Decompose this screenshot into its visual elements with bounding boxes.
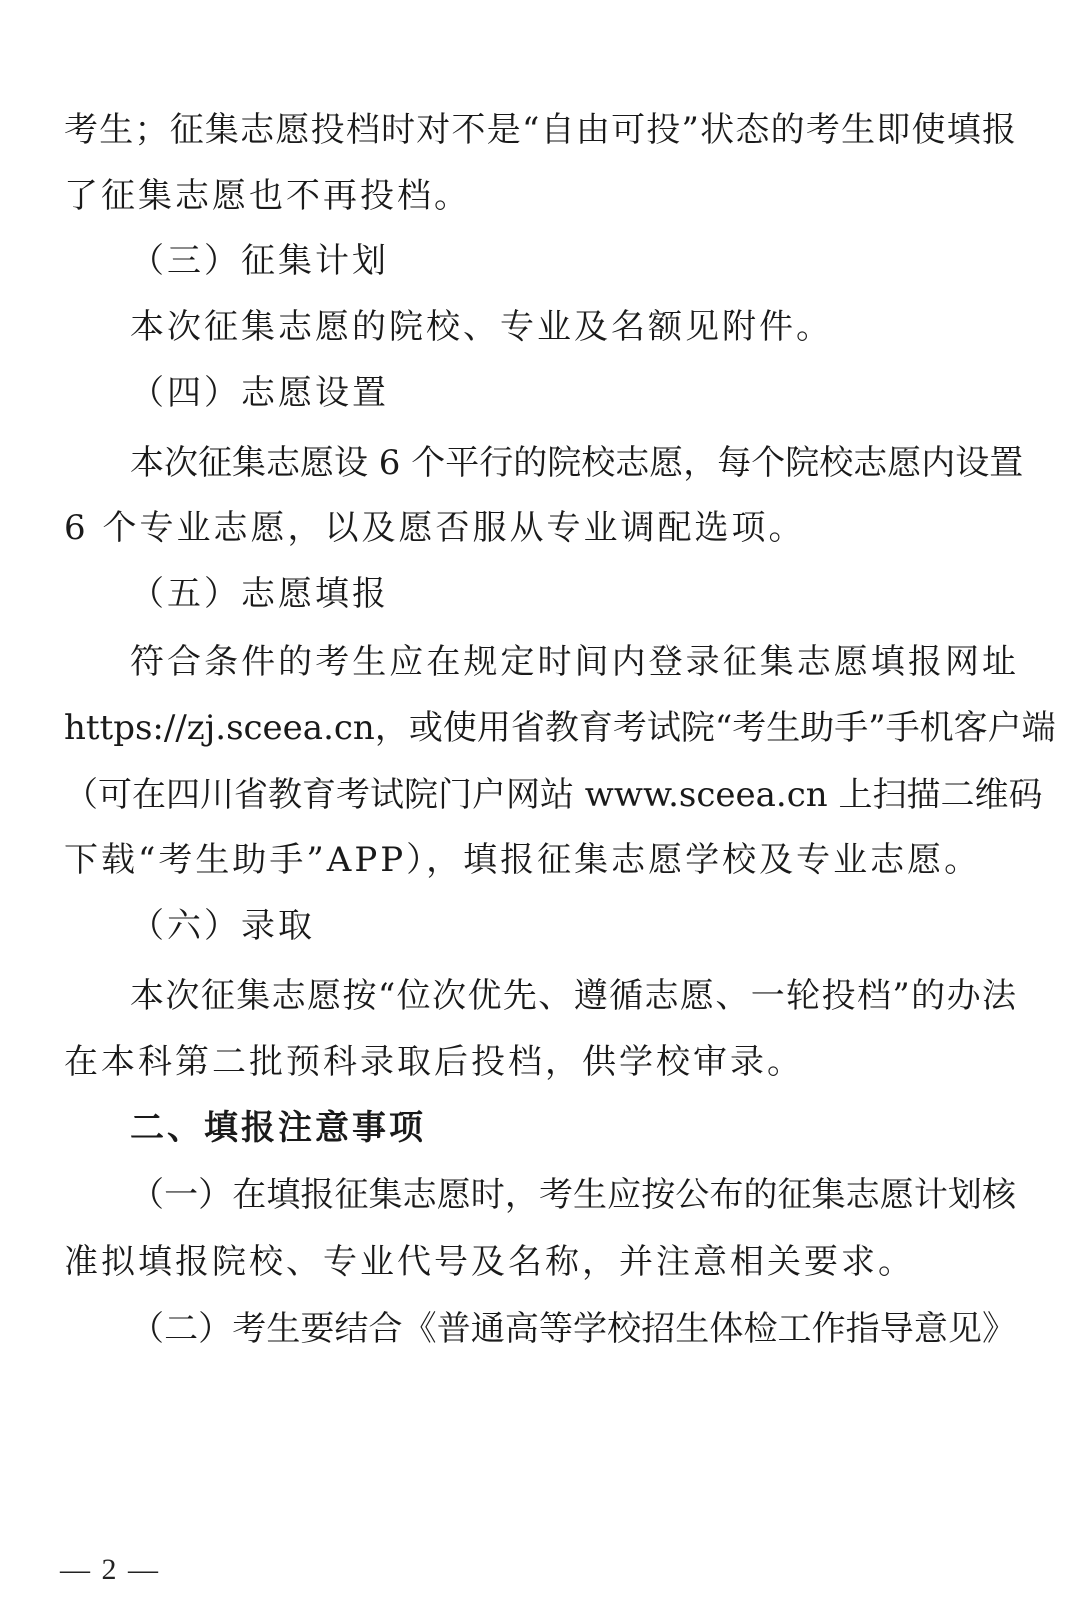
text-line: 了征集志愿也不再投档。 — [64, 176, 471, 216]
page-number: — 2 — — [60, 1553, 160, 1586]
text-line: 本次征集志愿的院校、专业及名额见附件。 — [130, 307, 833, 347]
text-line: 下载“考生助手”APP），填报征集志愿学校及专业志愿。 — [64, 840, 982, 880]
text-line: 符合条件的考生应在规定时间内登录征集志愿填报网址 — [130, 642, 1016, 682]
text-line: （可在四川省教育考试院门户网站 www.sceea.cn 上扫描二维码 — [64, 775, 1043, 815]
section-heading: （五）志愿填报 — [130, 574, 389, 614]
section-heading: （三）征集计划 — [130, 241, 389, 281]
section-heading: （六）录取 — [130, 906, 315, 946]
section-heading-bold: 二、填报注意事项 — [130, 1108, 426, 1148]
text-line: （一）在填报征集志愿时，考生应按公布的征集志愿计划核 — [130, 1175, 1016, 1215]
text-line: 考生；征集志愿投档时对不是“自由可投”状态的考生即使填报 — [64, 110, 1016, 150]
text-line: 本次征集志愿按“位次优先、遵循志愿、一轮投档”的办法 — [130, 976, 1016, 1016]
text-line: 本次征集志愿设 6 个平行的院校志愿，每个院校志愿内设置 — [130, 443, 1024, 483]
section-heading: （四）志愿设置 — [130, 373, 389, 413]
text-line: 6 个专业志愿，以及愿否服从专业调配选项。 — [64, 508, 806, 548]
text-line: https://zj.sceea.cn，或使用省教育考试院“考生助手”手机客户端 — [64, 708, 1056, 748]
text-line: 在本科第二批预科录取后投档，供学校审录。 — [64, 1042, 804, 1082]
text-line: 准拟填报院校、专业代号及名称，并注意相关要求。 — [64, 1242, 915, 1282]
text-line: （二）考生要结合《普通高等学校招生体检工作指导意见》 — [130, 1309, 1016, 1349]
